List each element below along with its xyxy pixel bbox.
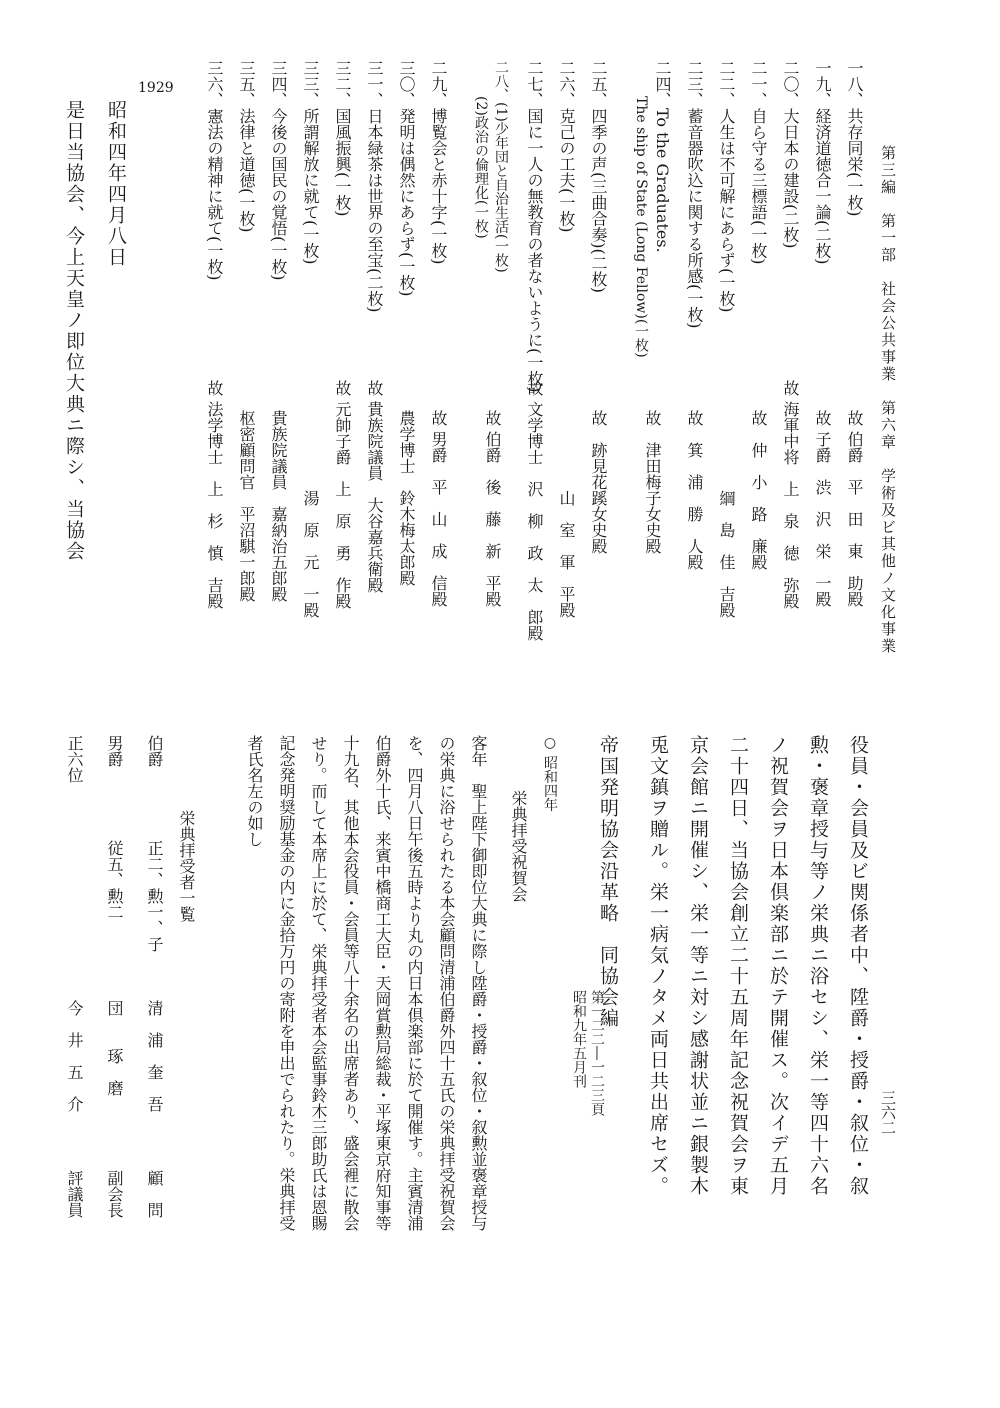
list-item-21: 二一、自ら守る三標語(一枚) [749, 60, 768, 265]
author-31: 故 貴族院議員 大谷嘉兵衛殿 [365, 380, 384, 594]
list-item-31: 三一、日本緑茶は世界の至宝(二枚) [365, 60, 384, 313]
recipient-honor: 正二、勲一、子 [145, 840, 164, 952]
article-line-2: の栄典に浴せられたる本会顧問清浦伯爵外四十五氏の栄典拝受祝賀会 [437, 735, 456, 1231]
recipient-name: 今 井 五 介 [65, 1000, 84, 1112]
year-latin: 1929 [138, 80, 174, 96]
author-33: 湯 原 元 一殿 [301, 490, 320, 618]
article-line-8: 者氏名左の如し [245, 735, 264, 847]
source-date: 昭和九年五月刊 [571, 990, 587, 1088]
list-item-23: 二三、蓄音器吹込に関する所感(一枚) [685, 60, 704, 329]
recipient-honor: 従五、勲二 [105, 840, 124, 920]
recipient-role: 顧 問 [145, 1170, 164, 1218]
article-line-5: 十九名、其他本会役員・会員等八十余名の出席者あり、盛会裡に散会 [341, 735, 360, 1231]
author-18: 故 伯爵 平 田 東 助殿 [845, 410, 864, 608]
recipient-rank: 伯爵 [145, 735, 164, 767]
list-item-18: 一八、共存同栄(一枚) [845, 60, 864, 217]
list-item-24: 二四、To the Graduates. [653, 60, 672, 253]
source-ref: 第一二二―一二三頁 [589, 990, 605, 1116]
list-item-19: 一九、経済道徳合一論(二枚) [813, 60, 832, 265]
author-22: 綱 島 佳 吉殿 [717, 490, 736, 618]
entry-date: 昭和四年四月八日 [105, 100, 127, 268]
paragraph-line-1: 役員・会員及ビ関係者中、陞爵・授爵・叙位・叙 [847, 735, 869, 1197]
author-36: 故 法学博士 上 杉 慎 吉殿 [205, 380, 224, 610]
author-21: 故 仲 小 路 廉殿 [749, 410, 768, 570]
recipient-role: 評議員 [65, 1170, 84, 1218]
author-28: 故 伯爵 後 藤 新 平殿 [483, 410, 502, 608]
author-30: 農学博士 鈴木梅太郎殿 [397, 410, 416, 586]
article-line-3: を、四月八日午後五時より丸の内日本倶楽部に於て開催す。主賓清浦 [405, 735, 424, 1231]
list-item-20: 二〇、大日本の建設(二枚) [781, 60, 800, 249]
paragraph-line-5: 京会館ニ開催シ、栄一等ニ対シ感謝状並ニ銀製木 [687, 735, 709, 1197]
author-23: 故 箕 浦 勝 人殿 [685, 410, 704, 570]
list-item-30: 三〇、発明は偶然にあらず(一枚) [397, 60, 416, 297]
list-item-22: 二二、人生は不可解にあらず(一枚) [717, 60, 736, 313]
article-line-7: 記念発明奨励基金の内に金拾万円の寄附を申出でられたり。栄典拝受 [277, 735, 296, 1231]
list-item-25: 二五、四季の声(三曲合奏)(二枚) [589, 60, 608, 293]
list-item-35: 三五、法律と道徳(一枚) [237, 60, 256, 233]
list-item-24-line2: The ship of State (Long Fellow)(一枚) [633, 96, 649, 358]
paragraph-line-4: 二十四日、当協会創立二十五周年記念祝賀会ヲ東 [727, 735, 749, 1197]
recipient-rank: 正六位 [65, 735, 84, 783]
author-35: 枢密顧問官 平沼騏一郎殿 [237, 410, 256, 602]
recipient-role: 副会長 [105, 1170, 124, 1218]
running-header: 第三編 第一部 社会公共事業 第六章 学術及ビ其他ノ文化事業 [879, 145, 897, 655]
source-citation: 帝国発明協会沿革略 同協会編 [597, 735, 619, 1029]
author-34: 貴族院議員 嘉納治五郎殿 [269, 410, 288, 602]
paragraph-line-2: 勲・褒章授与等ノ栄典ニ浴セシ、栄一等四十六名 [807, 735, 829, 1197]
recipient-rank: 男爵 [105, 735, 124, 767]
recipients-heading: 栄典拝受者一覧 [177, 810, 196, 922]
paragraph-line-3: ノ祝賀会ヲ日本倶楽部ニ於テ開催ス。次イデ五月 [767, 735, 789, 1197]
entry-body-start: 是日当協会、今上天皇ノ即位大典ニ際シ、当協会 [63, 100, 85, 562]
list-item-28: 二八、(1)少年団と自治生活(一枚) [493, 60, 509, 273]
list-item-27: 二七、国に一人の無教育の者ないように(一枚) [525, 60, 544, 393]
author-27: 故 文学博士 沢 柳 政 太 郎殿 [525, 380, 544, 642]
recipient-name: 清 浦 奎 吾 [145, 1000, 164, 1112]
article-line-1: 客年 聖上陛下御即位大典に際し陞爵・授爵・叙位・叙勲並褒章授与 [469, 735, 488, 1231]
list-item-26: 二六、克己の工夫(一枚) [557, 60, 576, 233]
section-heading: 栄典拝受祝賀会 [509, 790, 528, 902]
section-marker: ○ 昭和四年 [542, 735, 558, 812]
article-line-6: せり。而して本席上に於て、栄典拝受者本会監事鈴木三郎助氏は恩賜 [309, 735, 328, 1231]
list-item-34: 三四、今後の国民の覚悟(一枚) [269, 60, 288, 281]
page-number: 三六二 [879, 1090, 897, 1135]
article-line-4: 伯爵外十氏、来賓中橋商工大臣・天岡賞勲局総裁・平塚東京府知事等 [373, 735, 392, 1231]
list-item-32: 三二、国風振興(一枚) [333, 60, 352, 217]
list-item-29: 二九、博覧会と赤十字(一枚) [429, 60, 448, 265]
author-25: 故 跡見花蹊女史殿 [589, 410, 608, 554]
author-32: 故 元帥子爵 上 原 勇 作殿 [333, 380, 352, 610]
author-24: 故 津田梅子女史殿 [643, 410, 662, 554]
list-item-28-line2: (2)政治の倫理化(一枚) [473, 96, 489, 239]
list-item-36: 三六、憲法の精神に就て(一枚) [205, 60, 224, 281]
list-item-33: 三三、所謂解放に就て(一枚) [301, 60, 320, 265]
author-26: 山 室 軍 平殿 [557, 490, 576, 618]
author-19: 故 子爵 渋 沢 栄 一殿 [813, 410, 832, 608]
paragraph-line-6: 兎文鎮ヲ贈ル。栄一病気ノタメ両日共出席セズ。 [647, 735, 669, 1197]
recipient-name: 団 琢 磨 [105, 1000, 124, 1096]
author-20: 故 海軍中将 上 泉 徳 弥殿 [781, 380, 800, 610]
author-29: 故 男爵 平 山 成 信殿 [429, 410, 448, 608]
